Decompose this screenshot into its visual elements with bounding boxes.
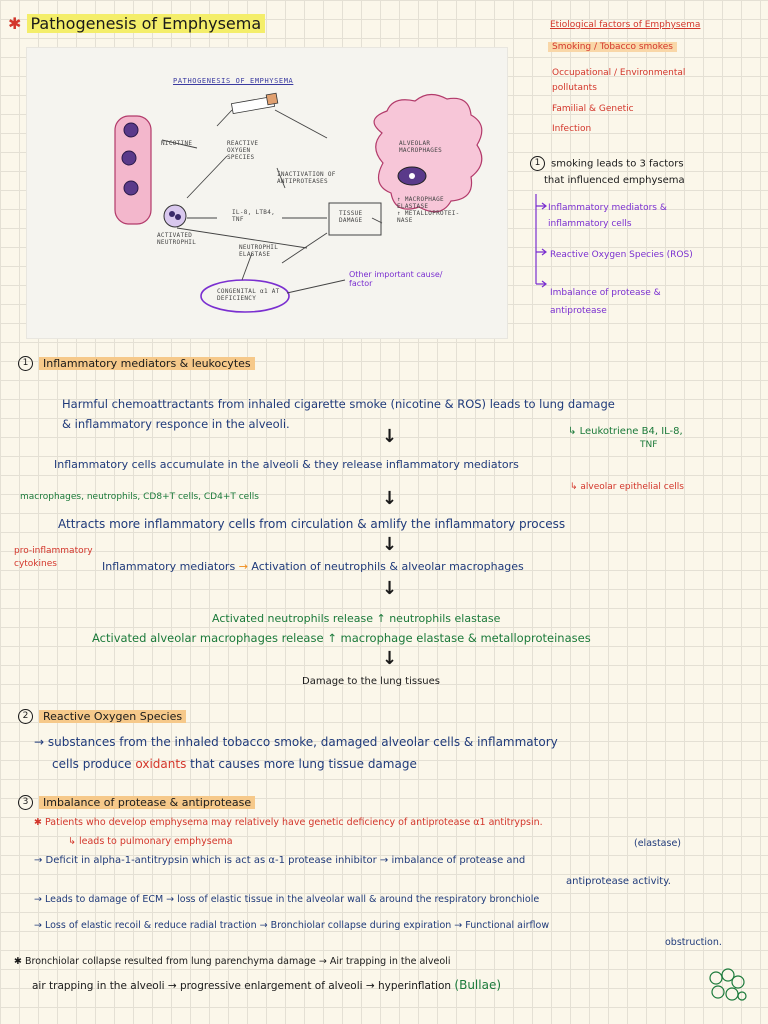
diagram-neutrophil-elastase: NEUTROPHIL ELASTASE xyxy=(239,244,279,258)
alveolar-epithelial-text: alveolar epithelial cells xyxy=(580,482,684,492)
diagram-ros: REACTIVE OXYGEN SPECIES xyxy=(227,140,259,161)
s3-p3: → Leads to damage of ECM → loss of elastic tissue in the alveolar wall & around the respiratory bronchiole xyxy=(34,894,540,905)
s2-p1b-line xyxy=(52,757,417,771)
s1-tnf: TNF xyxy=(640,440,658,450)
section1-heading-text: Inflammatory mediators & leukocytes xyxy=(39,357,255,370)
s1-p3: Attracts more inflammatory cells from circulation & amlify the inflammatory process xyxy=(58,517,566,531)
s1-alveolar-epithelial: ↳ alveolar epithelial cells xyxy=(570,482,684,492)
s1-p2: Inflammatory cells accumulate in the alveoli & they release inflammatory mediators xyxy=(54,458,519,471)
smoking-note-line1 xyxy=(530,156,684,171)
s3-p4: → Loss of elastic recoil & reduce radial traction → Bronchiolar collapse during expiration → Functional airflow xyxy=(34,920,550,931)
etiology-item-familial: Familial & Genetic xyxy=(552,104,634,114)
down-arrow-icon: ↓ xyxy=(382,648,398,669)
s1-p1a: Harmful chemoattractants from inhaled cigarette smoke (nicotine & ROS) leads to lung damage xyxy=(62,397,615,411)
s1-p4a: Inflammatory mediators xyxy=(102,560,236,573)
s1-p4 xyxy=(102,560,524,573)
diagram-inactivation: INACTIVATION OF ANTIPROTEASES xyxy=(277,171,336,185)
number-3-icon: 3 xyxy=(18,795,33,810)
leukotriene-text: Leukotriene B4, IL-8, xyxy=(579,426,683,437)
s3-p6-line xyxy=(32,978,501,992)
down-arrow-icon: ↓ xyxy=(382,426,398,447)
s3-p2b: antiprotease activity. xyxy=(566,876,671,887)
diagram-congenital: CONGENITAL α1 AT DEFICIENCY xyxy=(217,288,280,302)
section1-heading xyxy=(18,356,255,371)
s3-p5: ✱ Bronchiolar collapse resulted from lung parenchyma damage → Air trapping in the alveoli xyxy=(14,956,451,967)
down-arrow-icon: ↓ xyxy=(382,578,398,599)
s3-bullae: (Bullae) xyxy=(454,978,502,992)
s1-cells-list: macrophages, neutrophils, CD8+T cells, CD4+T cells xyxy=(20,492,259,502)
s2-p1d: that causes more lung tissue damage xyxy=(190,757,417,771)
down-arrow-icon: ↓ xyxy=(382,488,398,509)
bracket-arrows-icon xyxy=(528,194,550,294)
section3-heading xyxy=(18,795,255,810)
diagram-tissue-damage: TISSUE DAMAGE xyxy=(339,210,363,224)
title-text: Pathogenesis of Emphysema xyxy=(27,14,266,33)
etiology-item-infection: Infection xyxy=(552,124,592,134)
s3-p2: → Deficit in alpha-1-antitrypsin which is act as α-1 protease inhibitor → imbalance of protease and xyxy=(34,855,526,866)
s1-p4b: Activation of neutrophils & alveolar macrophages xyxy=(251,560,524,573)
smoking-factor-2: Reactive Oxygen Species (ROS) xyxy=(550,250,693,260)
s1-proinflammatory: pro-inflammatory cytokines xyxy=(14,546,93,569)
diagram-alveolar: ALVEOLAR MACROPHAGES xyxy=(399,140,443,154)
s1-p7: Damage to the lung tissues xyxy=(302,676,440,687)
diagram-il8: IL-8, LTB4, TNF xyxy=(232,209,276,223)
diagram-macrophage-elastase: ↑ MACROPHAGE ELASTASE ↑ METALLOPROTEI- NASE xyxy=(397,196,460,224)
diagram-title: PATHOGENESIS OF EMPHYSEMA xyxy=(173,77,294,85)
etiology-item-smoking xyxy=(548,42,677,52)
section2-heading-text: Reactive Oxygen Species xyxy=(39,710,186,723)
s2-oxidants: oxidants xyxy=(135,757,187,771)
orange-arrow-icon: → xyxy=(238,560,248,573)
star-icon: ✱ xyxy=(8,14,22,33)
s3-p1: ✱ Patients who develop emphysema may relatively have genetic deficiency of antiprotease α1 antitrypsin. xyxy=(34,817,543,828)
number-1-icon: 1 xyxy=(18,356,33,371)
s2-p1b: cells produce xyxy=(52,757,132,771)
s1-leukotriene: ↳ Leukotriene B4, IL-8, xyxy=(568,426,683,437)
etiology-heading: Etiological factors of Emphysema xyxy=(550,20,701,30)
smoking-note-text: smoking leads to 3 factors xyxy=(551,158,684,170)
etiology-item-occupational: Occupational / Environmental pollutants xyxy=(552,68,686,93)
page-title xyxy=(8,14,265,33)
bullae-sketch-icon xyxy=(704,966,750,1008)
s3-p1b: ↳ leads to pulmonary emphysema xyxy=(68,836,233,847)
diagram-other-cause: Other important cause/ factor xyxy=(349,270,443,288)
s3-elastase: (elastase) xyxy=(634,838,682,849)
etiology-item-label: Smoking / Tobacco smokes xyxy=(548,42,677,52)
s1-p5: Activated neutrophils release ↑ neutrophils elastase xyxy=(212,612,501,625)
number-2-icon: 2 xyxy=(18,709,33,724)
section2-heading xyxy=(18,709,186,724)
down-arrow-icon: ↓ xyxy=(382,534,398,555)
s3-p4b: obstruction. xyxy=(665,937,722,948)
pathogenesis-diagram xyxy=(27,48,507,338)
smoking-note-line2: that influenced emphysema xyxy=(544,175,685,186)
number-1-icon: 1 xyxy=(530,156,545,171)
section3-heading-text: Imbalance of protease & antiprotease xyxy=(39,796,255,809)
s3-p6: air trapping in the alveoli → progressive enlargement of alveoli → hyperinflation xyxy=(32,980,452,992)
s2-p1a: → substances from the inhaled tobacco smoke, damaged alveolar cells & inflammatory xyxy=(34,735,558,749)
s1-p1b: & inflammatory responce in the alveoli. xyxy=(62,417,290,431)
s1-p6: Activated alveolar macrophages release ↑ macrophage elastase & metalloproteinases xyxy=(92,631,591,645)
diagram-nicotine: NICOTINE xyxy=(161,140,193,147)
smoking-factor-3: Imbalance of protease & antiprotease xyxy=(550,288,661,316)
diagram-activated: ACTIVATED NEUTROPHIL xyxy=(157,232,197,246)
smoking-factor-1: Inflammatory mediators & inflammatory cells xyxy=(548,203,667,229)
